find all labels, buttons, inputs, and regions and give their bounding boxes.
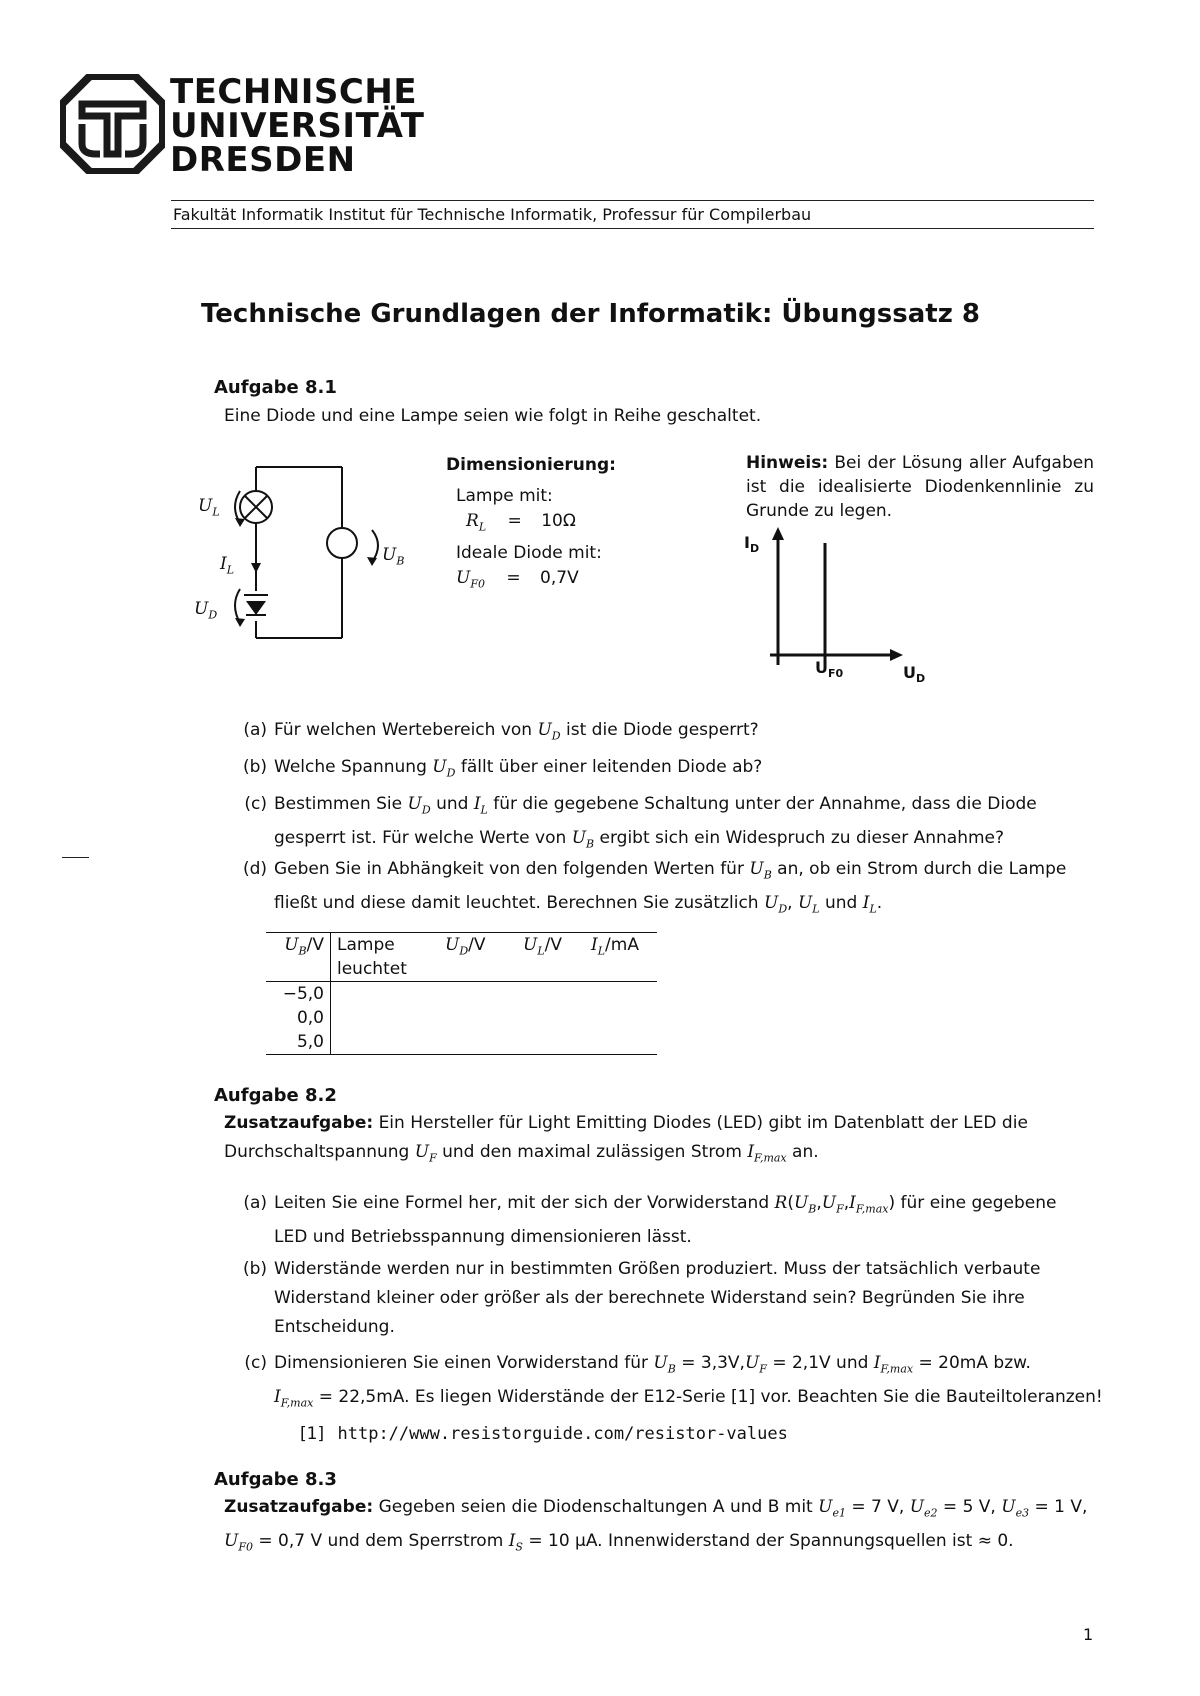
table-header-lamp: Lampe leuchtet: [337, 935, 407, 979]
dim-heading: Dimensionierung:: [446, 455, 616, 475]
task-3-intro: Zusatzaufgabe: Gegeben seien die Diodenschaltungen A und B mit $U_{e1} = 7$ V, $U_{e2} = 5$ V, $U_{e3} = 1$ V, $U_{F0} = 0,7$ V und dem Sperrstrom $I_S = 10$ μA. Innenwiderstand der Spannungsquellen ist ≈ 0.: [224, 1497, 1088, 1554]
result-table: [266, 932, 657, 1055]
label-ud: $U_D$: [194, 599, 218, 622]
dim-diode: Ideale Diode mit:: [456, 543, 602, 563]
label-il: $I_L$: [220, 554, 235, 577]
table-row: 5,0: [266, 1030, 657, 1055]
reference-link[interactable]: http://www.resistorguide.com/resistor-values: [337, 1424, 788, 1444]
task-2-item-a: (a) Leiten Sie eine Formel her, mit der sich der Vorwiderstand $R(U_B,U_F,I_{F,max})$ für eine gegebene LED und Betriebsspannung dimensionieren lässt.: [243, 1193, 1057, 1248]
tu-dresden-logo: [60, 72, 425, 180]
table-header-ud: $U_D/V$: [445, 935, 486, 958]
graph-xlabel: $U_D$: [903, 663, 926, 686]
hint-text: Hinweis: Bei der Lösung aller Aufgaben ist die idealisierte Diodenkennlinie zu Grunde zu legen.: [746, 453, 1094, 521]
task-3-heading: Aufgabe 8.3: [214, 1469, 337, 1490]
table-row: −5,0: [266, 982, 657, 1007]
task-1-item-c: (c) Bestimmen Sie $U_D$ und $I_L$ für die gegebene Schaltung unter der Annahme, dass die Diode gesperrt ist. Für welche Werte von $U_B$ ergibt sich ein Widespruch zu dieser Annahme?: [244, 794, 1037, 851]
logo-line-1: TECHNISCHE: [170, 72, 418, 112]
label-ul: $U_L$: [198, 496, 220, 519]
diode-symbol: [246, 601, 266, 615]
table-header-il: $I_L/mA$: [591, 935, 639, 958]
task-1-heading: Aufgabe 8.1: [214, 377, 337, 398]
reference-line: [1] http://www.resistorguide.com/resistor-values: [300, 1424, 788, 1444]
voltage-source-symbol: [327, 528, 357, 558]
dim-rl: $R_L = 10\Omega$: [466, 511, 576, 534]
table-header-ul: $U_L/V$: [523, 935, 562, 958]
task-1-item-d: (d) Geben Sie in Abhängkeit von den folgenden Werten für $U_B$ an, ob ein Strom durch die Lampe fließt und diese damit leuchtet. Berechnen Sie zusätzlich $U_D$, $U_L$ und $I_L$.: [242, 859, 1067, 916]
table-row: 0,0: [266, 1006, 657, 1030]
task-1-intro: Eine Diode und eine Lampe seien wie folgt in Reihe geschaltet.: [224, 406, 762, 426]
dim-lamp: Lampe mit:: [456, 486, 553, 506]
task-2-item-b: (b) Widerstände werden nur in bestimmten Größen produziert. Muss der tatsächlich verbaute Widerstand kleiner oder größer als der berechnete Widerstand sein? Begründen Sie ihre Entscheidung.: [242, 1259, 1041, 1337]
graph-xtick-uf0: $U_{F0}$: [815, 658, 844, 681]
header-rule-bottom: [171, 228, 1094, 229]
diode-characteristic-graph: [765, 525, 905, 675]
graph-ylabel: $I_D$: [744, 533, 760, 556]
task-2-intro: Zusatzaufgabe: Ein Hersteller für Light Emitting Diodes (LED) gibt im Datenblatt der LED die Durchschaltspannung $U_F$ und den maximal zulässigen Strom $I_{F,max}$ an.: [224, 1113, 1028, 1165]
faculty-line: Fakultät Informatik Institut für Technische Informatik, Professur für Compilerbau: [173, 205, 812, 224]
logo-line-3: DRESDEN: [170, 140, 356, 180]
tu-logo-icon: [60, 74, 165, 174]
task-2-heading: Aufgabe 8.2: [214, 1085, 337, 1106]
margin-mark: [62, 857, 89, 858]
header-rule-top: [171, 200, 1094, 201]
dim-uf0: $U_{F0} = 0,7V$: [456, 568, 579, 591]
table-header-ub: $U_B/V$: [266, 933, 331, 982]
task-1-item-a: (a) Für welchen Wertebereich von $U_D$ ist die Diode gesperrt?: [243, 720, 759, 743]
label-ub: $U_B$: [382, 545, 405, 568]
task-2-item-c: (c) Dimensionieren Sie einen Vorwiderstand für $U_B = 3,3V,U_F = 2,1V$ und $I_{F,max} = 20mA$ bzw. $I_{F,max} = 22,5mA$. Es liegen Widerstände der E12-Serie [1] vor. Beachten Sie die Bauteiltoleranzen!: [244, 1353, 1103, 1410]
logo-line-2: UNIVERSITÄT: [170, 106, 425, 146]
task-1-item-b: (b) Welche Spannung $U_D$ fällt über einer leitenden Diode ab?: [242, 757, 763, 780]
page-number: 1: [1083, 1625, 1094, 1644]
page-title: Technische Grundlagen der Informatik: Übungssatz 8: [201, 299, 980, 329]
